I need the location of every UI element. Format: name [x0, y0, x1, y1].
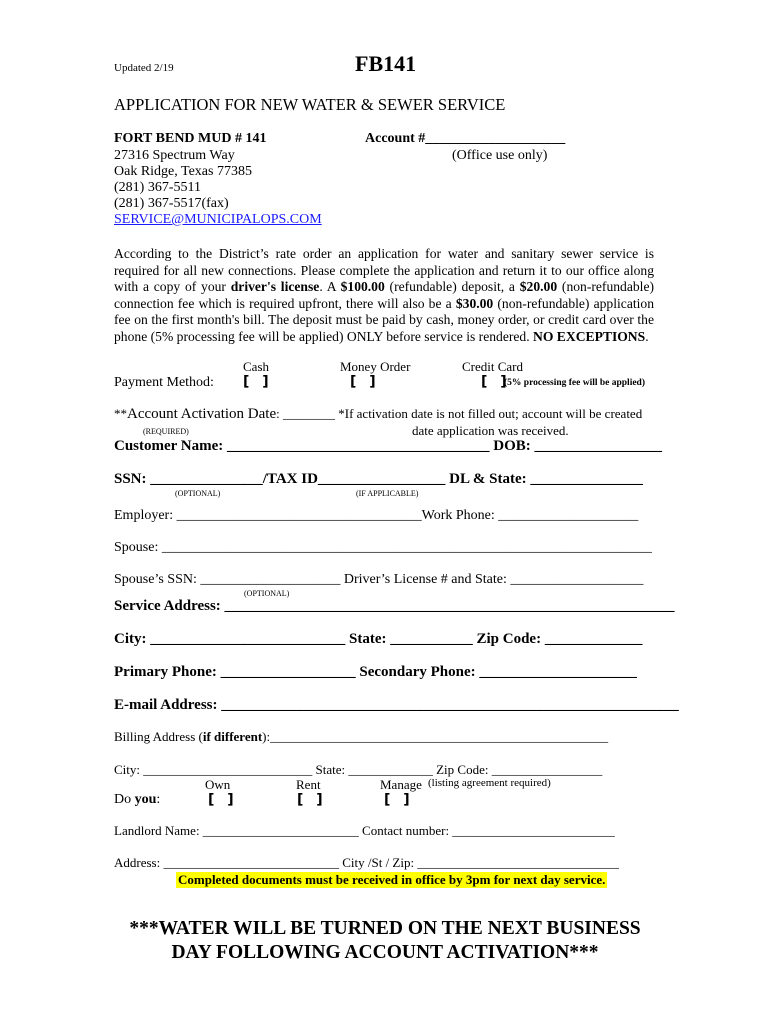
credit-card-fee-note: (5% processing fee will be applied) — [504, 378, 646, 388]
payment-money-order-checkbox[interactable]: [ ] — [350, 374, 380, 390]
account-number-field[interactable]: Account #____________________ — [365, 131, 566, 146]
rent-checkbox[interactable]: [ ] — [297, 792, 327, 808]
deadline-notice: Completed documents must be received in office by 3pm for next day service. — [178, 872, 606, 887]
customer-name-dob-field[interactable]: Customer Name: ___________________________________ DOB: _________________ — [114, 438, 663, 454]
activation-required-note: (REQUIRED) — [143, 427, 189, 436]
billing-city-state-zip-field[interactable]: City: __________________________ State: _____________ Zip Code: _________________ — [114, 762, 603, 777]
payment-cash-label: Cash — [243, 359, 269, 374]
activation-note-line2: date application was received. — [412, 423, 569, 438]
phone-fields[interactable]: Primary Phone: __________________ Secondary Phone: _____________________ — [114, 664, 637, 680]
manage-checkbox[interactable]: [ ] — [384, 792, 414, 808]
ssn-optional-note: (OPTIONAL) — [175, 489, 221, 498]
footer-line-2: DAY FOLLOWING ACCOUNT ACTIVATION*** — [171, 942, 599, 963]
footer-line-1: ***WATER WILL BE TURNED ON THE NEXT BUSINESS — [129, 918, 641, 939]
activation-date-field[interactable]: **Account Activation Date: ________ *If activation date is not filled out; account will be created — [114, 406, 643, 422]
spouse-ssn-optional-note: (OPTIONAL) — [244, 589, 290, 598]
payment-method-label: Payment Method: — [114, 375, 214, 390]
rent-label: Rent — [296, 777, 321, 792]
district-phone: (281) 367-5511 — [114, 180, 201, 195]
payment-money-order-label: Money Order — [340, 359, 411, 374]
form-id: FB141 — [355, 51, 417, 76]
district-name: FORT BEND MUD # 141 — [114, 131, 267, 146]
own-checkbox[interactable]: [ ] — [208, 792, 238, 808]
city-state-zip-field[interactable]: City: __________________________ State: ___________ Zip Code: _____________ — [114, 631, 643, 647]
district-fax: (281) 367-5517(fax) — [114, 196, 229, 211]
payment-credit-card-label: Credit Card — [462, 359, 524, 374]
district-city: Oak Ridge, Texas 77385 — [114, 164, 252, 179]
page-title: APPLICATION FOR NEW WATER & SEWER SERVICE — [114, 95, 506, 114]
district-email-link[interactable]: SERVICE@MUNICIPALOPS.COM — [114, 212, 322, 227]
landlord-contact-field[interactable]: Landlord Name: ________________________ Contact number: _________________________ — [114, 823, 615, 838]
billing-address-field[interactable]: Billing Address (if different):____________________________________________________ — [114, 729, 609, 744]
listing-agreement-note: (listing agreement required) — [428, 777, 551, 789]
spouse-field[interactable]: Spouse: ______________________________________________________________________ — [114, 540, 652, 555]
ssn-tax-dl-field[interactable]: SSN: _______________/TAX ID_________________ DL & State: _______________ — [114, 471, 643, 487]
service-address-field[interactable]: Service Address: ____________________________________________________________ — [114, 598, 675, 614]
do-you-label: Do you: — [114, 792, 161, 807]
district-street: 27316 Spectrum Way — [114, 148, 235, 163]
payment-cash-checkbox[interactable]: [ ] — [243, 374, 273, 390]
spouse-ssn-dl-field[interactable]: Spouse’s SSN: ____________________ Driver’s License # and State: ___________________ — [114, 572, 644, 587]
payment-credit-card-checkbox[interactable]: [ ] — [481, 374, 511, 390]
updated-date: Updated 2/19 — [114, 62, 174, 74]
employer-work-phone-field[interactable]: Employer: ___________________________________Work Phone: ____________________ — [114, 508, 639, 523]
tax-id-applicable-note: (IF APPLICABLE) — [356, 489, 419, 498]
intro-paragraph: According to the District’s rate order an application for water and sanitary sewer service is required for all new connections. Please complete the application and return it to our office along with a copy of your driver's license. A $100.00 (refundable) deposit, a $20.00 (non-refundable) connection fee which is required upfront, there will also be a $30.00 (non-refundable) application fee on the first month's bill. The deposit must be paid by cash, money order, or credit card over the phone (5% processing fee will be applied) ONLY before service is rendered. NO EXCEPTIONS. — [114, 246, 655, 344]
account-office-note: (Office use only) — [452, 148, 548, 163]
manage-label: Manage — [380, 777, 422, 792]
landlord-address-field[interactable]: Address: ___________________________ City /St / Zip: _______________________________ — [114, 855, 619, 870]
own-label: Own — [205, 777, 231, 792]
email-address-field[interactable]: E-mail Address: _____________________________________________________________ — [114, 697, 679, 713]
